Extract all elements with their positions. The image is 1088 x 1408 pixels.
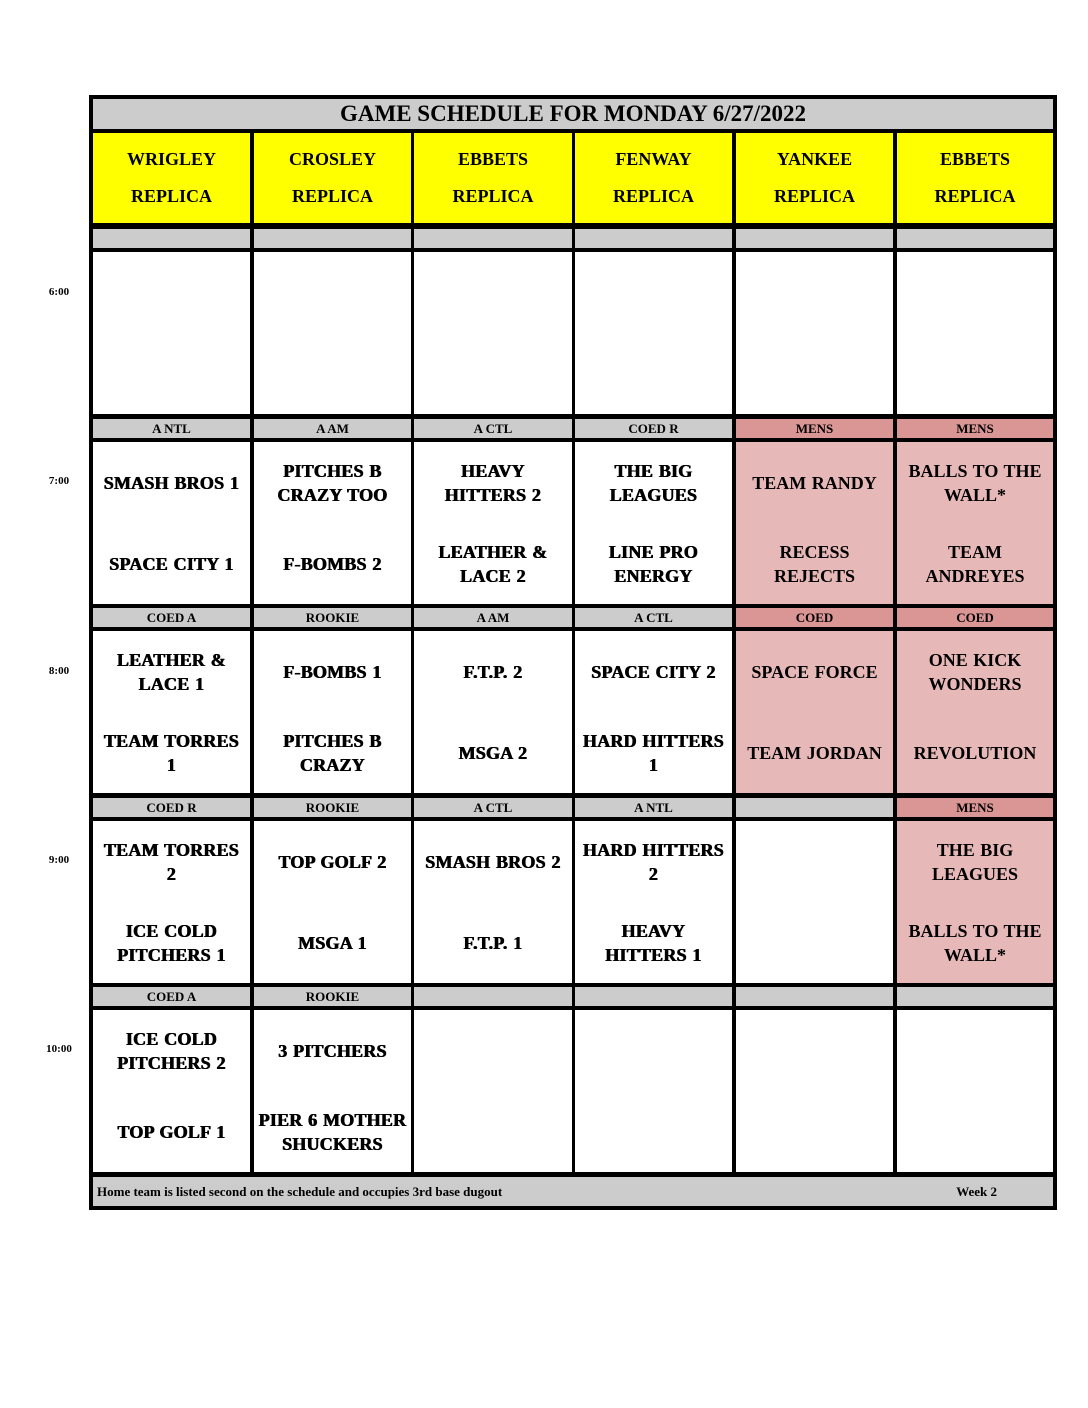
away-team: [575, 252, 732, 333]
time-label: 9:00: [48, 854, 70, 866]
division-label: MENS: [897, 798, 1053, 817]
division-label: MENS: [736, 419, 893, 438]
division-label: COED A: [93, 608, 250, 627]
home-team: [575, 1091, 732, 1172]
away-team: [93, 252, 250, 333]
division-label: A CTL: [414, 798, 572, 817]
away-team: [736, 821, 893, 902]
away-team: ICE COLD PITCHERS 2: [93, 1010, 250, 1091]
away-team: [575, 1010, 732, 1091]
home-team: TEAM ANDREYES: [897, 523, 1053, 604]
home-team: MSGA 1: [254, 902, 411, 983]
home-team: F.T.P. 1: [414, 902, 572, 983]
home-team: MSGA 2: [414, 712, 572, 793]
away-team: [254, 252, 411, 333]
park-sub: REPLICA: [130, 186, 212, 206]
park-name: EBBETS: [939, 149, 1011, 169]
home-team: PITCHES B CRAZY: [254, 712, 411, 793]
division-label: [575, 229, 732, 248]
division-label: ROOKIE: [254, 798, 411, 817]
home-team: BALLS TO THE WALL*: [897, 902, 1053, 983]
division-label: A NTL: [93, 419, 250, 438]
division-label: COED: [897, 608, 1053, 627]
park-header: [736, 133, 893, 223]
division-label: ROOKIE: [254, 987, 411, 1006]
page-title: GAME SCHEDULE FOR MONDAY 6/27/2022: [93, 99, 1053, 129]
away-team: [414, 252, 572, 333]
park-header: [575, 133, 732, 223]
park-name: YANKEE: [776, 149, 853, 169]
division-label: [414, 987, 572, 1006]
home-team: PIER 6 MOTHER SHUCKERS: [254, 1091, 411, 1172]
away-team: SMASH BROS 2: [414, 821, 572, 902]
division-label: A AM: [414, 608, 572, 627]
park-name: FENWAY: [615, 149, 692, 169]
away-team: TEAM RANDY: [736, 442, 893, 523]
home-team: [254, 333, 411, 414]
park-header: [897, 133, 1053, 223]
home-team: LINE PRO ENERGY: [575, 523, 732, 604]
away-team: SPACE CITY 2: [575, 631, 732, 712]
division-label: [736, 987, 893, 1006]
time-label: 7:00: [48, 475, 70, 487]
park-header: [254, 133, 411, 223]
home-team: [897, 1091, 1053, 1172]
park-sub: REPLICA: [612, 186, 694, 206]
away-team: 3 PITCHERS: [254, 1010, 411, 1091]
home-team: HEAVY HITTERS 1: [575, 902, 732, 983]
park-name: WRIGLEY: [126, 149, 216, 169]
division-label: [414, 229, 572, 248]
home-team: TEAM TORRES 1: [93, 712, 250, 793]
division-label: [897, 229, 1053, 248]
division-label: MENS: [897, 419, 1053, 438]
away-team: TOP GOLF 2: [254, 821, 411, 902]
park-name: EBBETS: [457, 149, 529, 169]
schedule-table: [89, 95, 1057, 1210]
division-label: A NTL: [575, 798, 732, 817]
home-team: LEATHER & LACE 2: [414, 523, 572, 604]
time-label: 8:00: [48, 665, 70, 677]
home-team: TOP GOLF 1: [93, 1091, 250, 1172]
home-team: ICE COLD PITCHERS 1: [93, 902, 250, 983]
away-team: SPACE FORCE: [736, 631, 893, 712]
division-label: [575, 987, 732, 1006]
home-team: F-BOMBS 2: [254, 523, 411, 604]
away-team: THE BIG LEAGUES: [575, 442, 732, 523]
home-team: SPACE CITY 1: [93, 523, 250, 604]
division-label: COED R: [93, 798, 250, 817]
footer-note: Home team is listed second on the schedule and occupies 3rd base dugout: [97, 1183, 503, 1199]
division-label: [897, 987, 1053, 1006]
division-label: A CTL: [575, 608, 732, 627]
park-sub: REPLICA: [291, 186, 373, 206]
division-label: COED: [736, 608, 893, 627]
home-team: [414, 333, 572, 414]
park-sub: REPLICA: [934, 186, 1016, 206]
division-label: ROOKIE: [254, 608, 411, 627]
time-label: 10:00: [46, 1043, 72, 1055]
division-label: [254, 229, 411, 248]
away-team: TEAM TORRES 2: [93, 821, 250, 902]
home-team: TEAM JORDAN: [736, 712, 893, 793]
park-header: [93, 133, 250, 223]
home-team: [736, 902, 893, 983]
away-team: F-BOMBS 1: [254, 631, 411, 712]
away-team: HEAVY HITTERS 2: [414, 442, 572, 523]
footer-bar: [93, 1177, 1053, 1206]
home-team: [93, 333, 250, 414]
home-team: [414, 1091, 572, 1172]
park-sub: REPLICA: [452, 186, 534, 206]
week-label: Week 2: [956, 1183, 997, 1199]
division-label: COED A: [93, 987, 250, 1006]
away-team: BALLS TO THE WALL*: [897, 442, 1053, 523]
home-team: HARD HITTERS 1: [575, 712, 732, 793]
away-team: PITCHES B CRAZY TOO: [254, 442, 411, 523]
away-team: [414, 1010, 572, 1091]
division-label: [736, 229, 893, 248]
division-label: A CTL: [414, 419, 572, 438]
away-team: [897, 252, 1053, 333]
division-label: [736, 798, 893, 817]
time-label: 6:00: [48, 286, 70, 298]
away-team: [897, 1010, 1053, 1091]
home-team: [575, 333, 732, 414]
division-label: [93, 229, 250, 248]
away-team: [736, 1010, 893, 1091]
away-team: ONE KICK WONDERS: [897, 631, 1053, 712]
home-team: RECESS REJECTS: [736, 523, 893, 604]
home-team: [736, 1091, 893, 1172]
home-team: [897, 333, 1053, 414]
park-sub: REPLICA: [773, 186, 855, 206]
home-team: REVOLUTION: [897, 712, 1053, 793]
away-team: HARD HITTERS 2: [575, 821, 732, 902]
home-team: [736, 333, 893, 414]
division-label: COED R: [575, 419, 732, 438]
away-team: [736, 252, 893, 333]
division-label: A AM: [254, 419, 411, 438]
away-team: LEATHER & LACE 1: [93, 631, 250, 712]
park-header: [414, 133, 572, 223]
away-team: THE BIG LEAGUES: [897, 821, 1053, 902]
away-team: F.T.P. 2: [414, 631, 572, 712]
away-team: SMASH BROS 1: [93, 442, 250, 523]
park-name: CROSLEY: [288, 149, 377, 169]
